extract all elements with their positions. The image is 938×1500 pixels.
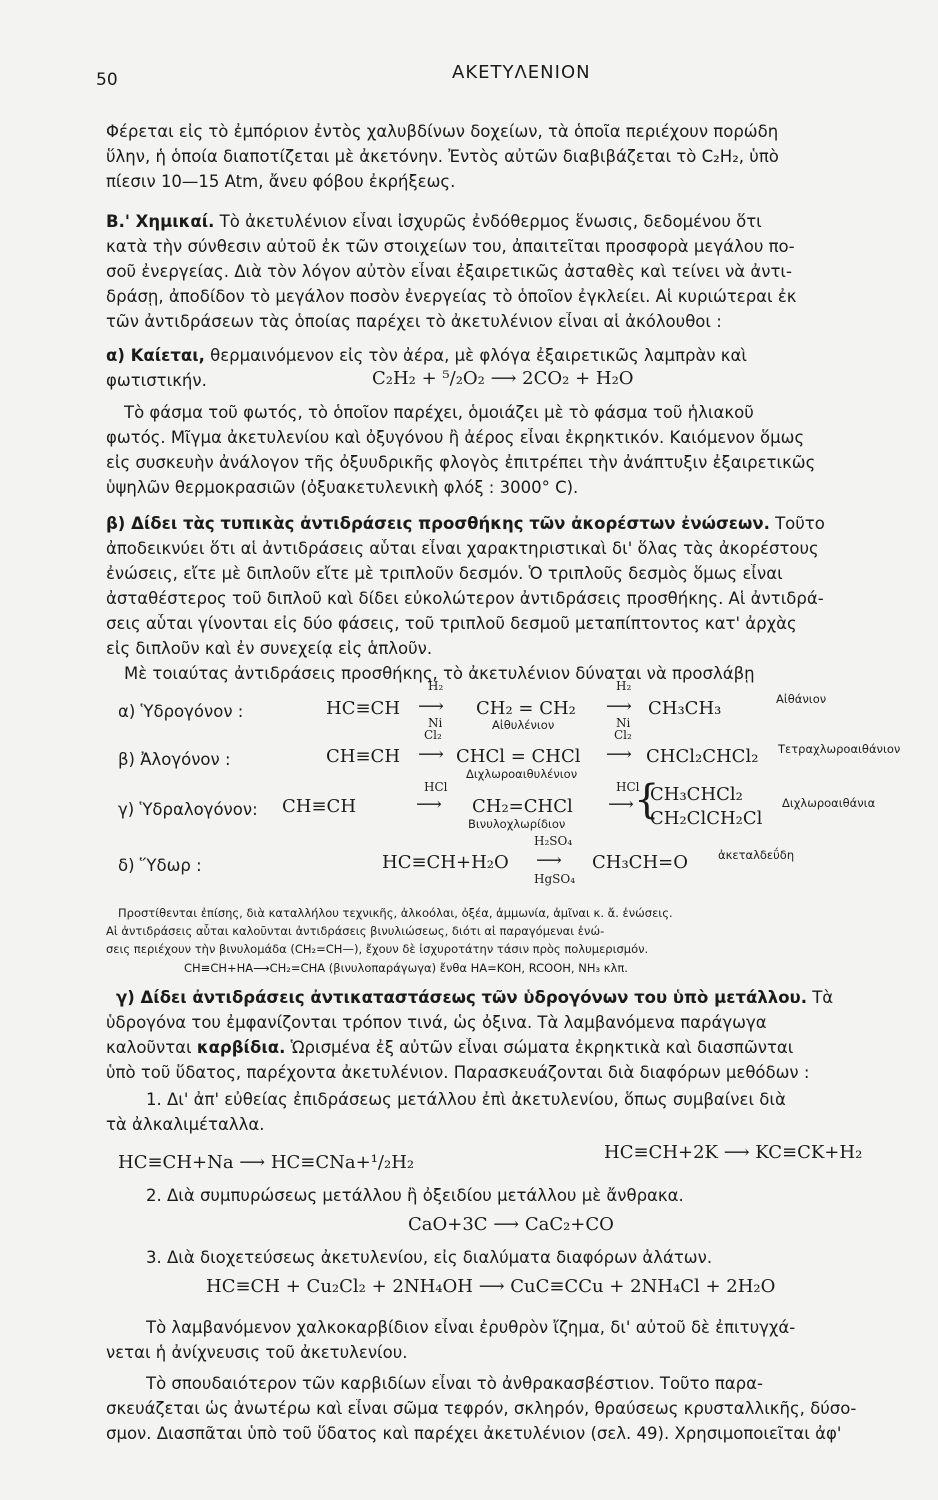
product-name: Αἰθυλένιον <box>492 718 555 732</box>
paragraph-line: γ) Δίδει ἀντιδράσεις ἀντικαταστάσεως τῶν ὑδρογόνων του ὑπὸ μετάλλου. Τὰ <box>116 988 834 1007</box>
paragraph-line: τῶν ἀντιδράσεων τὰς ὁποίας παρέχει τὸ ἀκετυλένιον εἶναι αἱ ἀκόλουθοι : <box>106 312 722 331</box>
condition-below: Ni <box>616 716 631 730</box>
equation: HC≡CH + Cu₂Cl₂ + 2NH₄OH ⟶ CuC≡CCu + 2NH₄Cl + 2H₂O <box>206 1276 776 1297</box>
paragraph-line: σεις αὗται γίνονται εἰς δύο φάσεις, τοῦ τριπλοῦ δεσμοῦ μεταπίπτοντος κατ' ἀρχὰς <box>106 614 797 633</box>
reactant: CH≡CH <box>282 796 357 817</box>
condition-below: HgSO₄ <box>534 872 576 886</box>
paragraph-line: σμον. Διασπᾶται ὑπὸ τοῦ ὕδατος καὶ παρέχει ἀκετυλένιον (σελ. 49). Χρησιμοποιεῖται ἀφ' <box>106 1424 842 1443</box>
product: CH₃CHCl₂ <box>650 784 743 805</box>
page-title: ΑΚΕΤΥΛΕΝΙΟΝ <box>452 62 591 83</box>
product: CH₂=CHCl <box>472 796 573 817</box>
condition-above: H₂SO₄ <box>534 834 573 848</box>
paragraph-line: Τὸ σπουδαιότερον τῶν καρβιδίων εἶναι τὸ ἀνθρακασβέστιον. Τοῦτο παρα- <box>146 1374 763 1393</box>
paragraph-line: νεται ἡ ἀνίχνευσις τοῦ ἀκετυλενίου. <box>106 1343 408 1362</box>
paragraph-line: εἰς συσκευὴν ἀνάλογον τῆς ὀξυυδρικῆς φλογὸς ἐπιτρέπει τὴν ἀνάπτυξιν ἐξαιρετικῶς <box>106 453 816 472</box>
combustion-equation: C₂H₂ + ⁵/₂O₂ ⟶ 2CO₂ + H₂O <box>372 368 634 389</box>
subsection-heading: α) Καίεται, <box>106 346 205 365</box>
paragraph-line: ὑπὸ τοῦ ὕδατος, παρέχοντα ἀκετυλένιον. Παρασκευάζονται διὰ διαφόρων μεθόδων : <box>106 1063 810 1082</box>
paragraph-line: πίεσιν 10—15 Atm, ἄνευ φόβου ἐκρήξεως. <box>106 172 456 191</box>
note-line: σεις περιέχουν τὴν βινυλομάδα (CH₂=CH—), ἔχουν δὲ ἰσχυροτάτην τάσιν πρὸς πολυμερισμόν. <box>106 942 649 956</box>
condition-above: H₂ <box>616 679 632 693</box>
paragraph-line: φωτιστικήν. <box>106 371 207 390</box>
reactant: HC≡CH+H₂O <box>382 852 509 873</box>
paragraph-line: β) Δίδει τὰς τυπικὰς ἀντιδράσεις προσθήκης τῶν ἀκορέστων ἐνώσεων. Τοῦτο <box>106 514 825 533</box>
brace-icon: { <box>634 777 660 823</box>
arrow-icon: ⟶ <box>608 794 634 815</box>
method-line: τὰ ἀλκαλιμέταλλα. <box>106 1115 265 1134</box>
paragraph-line: Τὸ φάσμα τοῦ φωτός, τὸ ὁποῖον παρέχει, ὁμοιάζει μὲ τὸ φάσμα τοῦ ἡλιακοῦ <box>124 403 754 422</box>
arrow-icon: ⟶ <box>606 696 632 717</box>
product-name: Διχλωροαιθυλένιον <box>466 767 578 781</box>
equation: HC≡CH+2K ⟶ KC≡CK+H₂ <box>604 1142 863 1163</box>
paragraph-line: ὑψηλῶν θερμοκρασιῶν (ὀξυακετυλενικὴ φλόξ : 3000° C). <box>106 478 579 497</box>
paragraph-line: σκευάζεται ὡς ἀνωτέρω καὶ εἶναι σῶμα τεφρόν, σκληρόν, θραύσεως κρυσταλλικῆς, δύσο- <box>106 1399 857 1418</box>
reaction-label: δ) Ὕδωρ : <box>118 856 202 875</box>
reaction-label: γ) Ὑδραλογόνον: <box>118 800 258 819</box>
product-name: Αἰθάνιον <box>776 692 827 706</box>
paragraph-line: φωτός. Μῖγμα ἀκετυλενίου καὶ ὀξυγόνου ἢ ἀέρος εἶναι ἐκρηκτικόν. Καιόμενον ὅμως <box>106 428 805 447</box>
product: CH₂ = CH₂ <box>476 698 576 719</box>
page-number: 50 <box>96 70 118 90</box>
paragraph-line: ὕλην, ἡ ὁποία διαποτίζεται μὲ ἀκετόνην. Ἐντὸς αὐτῶν διαβιβάζεται τὸ C₂H₂, ὑπὸ <box>106 147 779 166</box>
paragraph-line: καλοῦνται καρβίδια. Ὡρισμένα ἐξ αὐτῶν εἶναι σώματα ἐκρηκτικὰ καὶ διασπῶνται <box>106 1038 794 1057</box>
reactant: CH≡CH <box>326 746 401 767</box>
paragraph-line: εἰς διπλοῦν καὶ ἐν συνεχείᾳ εἰς ἁπλοῦν. <box>106 639 433 658</box>
equation: CaO+3C ⟶ CaC₂+CO <box>408 1214 614 1235</box>
condition-above: HCl <box>424 780 448 794</box>
note-line: Αἱ ἀντιδράσεις αὗται καλοῦνται ἀντιδράσεις βινυλιώσεως, διότι αἱ παραγόμεναι ἑνώ- <box>106 924 605 938</box>
note-line: Προστίθενται ἐπίσης, διὰ καταλλήλου τεχνικῆς, ἀλκοόλαι, ὀξέα, ἀμμωνία, ἀμῖναι κ. ἄ. ἐνώσεις. <box>118 906 673 920</box>
arrow-icon: ⟶ <box>416 794 442 815</box>
paragraph-line: σοῦ ἐνεργείας. Διὰ τὸν λόγον αὐτὸν εἶναι ἐξαιρετικῶς ἀσταθὲς καὶ τείνει νὰ ἀντι- <box>106 262 792 281</box>
product-name: Τετραχλωροαιθάνιον <box>778 742 901 756</box>
product-name: Διχλωροαιθάνια <box>782 796 876 810</box>
paragraph-line: Β.' Χημικαί. Τὸ ἀκετυλένιον εἶναι ἰσχυρῶς ἐνδόθερμος ἕνωσις, δεδομένου ὅτι <box>106 212 762 231</box>
product: CH₂ClCH₂Cl <box>650 808 763 829</box>
product: CH₃CH=O <box>592 852 688 873</box>
product: CH₃CH₃ <box>648 698 722 719</box>
equation: HC≡CH+Na ⟶ HC≡CNa+¹/₂H₂ <box>118 1152 415 1173</box>
method-line: 2. Διὰ συμπυρώσεως μετάλλου ἢ ὀξειδίου μετάλλου μὲ ἄνθρακα. <box>146 1186 684 1205</box>
paragraph-line: ὑδρογόνα του ἐμφανίζονται τρόπον τινά, ὡς ὀξινα. Τὰ λαμβανόμενα παράγωγα <box>106 1013 767 1032</box>
product-name: ἀκεταλδεΰδη <box>718 848 795 862</box>
section-heading: Β.' Χημικαί. <box>106 212 215 231</box>
paragraph-line: ἀποδεικνύει ὅτι αἱ ἀντιδράσεις αὗται εἶναι χαρακτηριστικαὶ δι' ὅλας τὰς ἀκορέστους <box>106 539 819 558</box>
condition-above: Cl₂ <box>424 728 442 742</box>
paragraph-line: Τὸ λαμβανόμενον χαλκοκαρβίδιον εἶναι ἐρυθρὸν ἴζημα, δι' αὐτοῦ δὲ ἐπιτυγχά- <box>146 1318 796 1337</box>
paragraph-line: α) Καίεται, θερμαινόμενον εἰς τὸν ἀέρα, μὲ φλόγα ἐξαιρετικῶς λαμπρὰν καὶ <box>106 346 747 365</box>
paragraph-line: δράσῃ, ἀποδίδον τὸ μεγάλον ποσὸν ἐνεργείας τὸ ὁποῖον ἐγκλείει. Αἱ κυριώτεραι ἐκ <box>106 287 797 306</box>
paragraph-line: ἐνώσεις, εἴτε μὲ διπλοῦν εἴτε μὲ τριπλοῦν δεσμόν. Ὁ τριπλοῦς δεσμὸς ὅμως εἶναι <box>106 564 783 583</box>
reaction-label: α) Ὑδρογόνον : <box>118 702 244 721</box>
arrow-icon: ⟶ <box>418 696 444 717</box>
paragraph-line: ἀσταθέστερος τοῦ διπλοῦ καὶ δίδει εὐκολώτερον ἀντιδράσεις προσθήκης. Αἱ ἀντιδρά- <box>106 589 824 608</box>
note-line: CH≡CH+HA⟶CH₂=CHA (βινυλοπαράγωγα) ἔνθα HA=KOH, RCOOH, NH₃ κλπ. <box>184 961 628 975</box>
subsection-heading: γ) Δίδει ἀντιδράσεις ἀντικαταστάσεως τῶν ὑδρογόνων του ὑπὸ μετάλλου. <box>116 988 807 1007</box>
reaction-label: β) Ἀλογόνον : <box>118 750 231 769</box>
condition-above: HCl <box>616 780 640 794</box>
arrow-icon: ⟶ <box>536 850 562 871</box>
arrow-icon: ⟶ <box>606 744 632 765</box>
paragraph-line: κατὰ τὴν σύνθεσιν αὐτοῦ ἐκ τῶν στοιχείων του, ἀπαιτεῖται προσφορὰ μεγάλου πο- <box>106 237 795 256</box>
method-line: 3. Διὰ διοχετεύσεως ἀκετυλενίου, εἰς διαλύματα διαφόρων ἀλάτων. <box>146 1248 713 1267</box>
product: CHCl₂CHCl₂ <box>646 746 759 767</box>
condition-above: Cl₂ <box>614 728 632 742</box>
paragraph-line: Μὲ τοιαύτας ἀντιδράσεις προσθήκης, τὸ ἀκετυλένιον δύναται νὰ προσλάβῃ <box>124 664 755 683</box>
condition-above: H₂ <box>428 679 444 693</box>
term-carbides: καρβίδια. <box>196 1038 286 1057</box>
product: CHCl = CHCl <box>456 746 581 767</box>
method-line: 1. Δι' ἀπ' εὐθείας ἐπιδράσεως μετάλλου ἐπὶ ἀκετυλενίου, ὅπως συμβαίνει διὰ <box>146 1090 786 1109</box>
product-name: Βινυλοχλωρίδιον <box>468 817 566 831</box>
reactant: HC≡CH <box>326 698 401 719</box>
arrow-icon: ⟶ <box>418 744 444 765</box>
condition-below: Ni <box>428 716 443 730</box>
paragraph-line: Φέρεται εἰς τὸ ἐμπόριον ἐντὸς χαλυβδίνων δοχείων, τὰ ὁποῖα περιέχουν πορώδη <box>106 122 779 141</box>
subsection-heading: β) Δίδει τὰς τυπικὰς ἀντιδράσεις προσθήκης τῶν ἀκορέστων ἐνώσεων. <box>106 514 770 533</box>
